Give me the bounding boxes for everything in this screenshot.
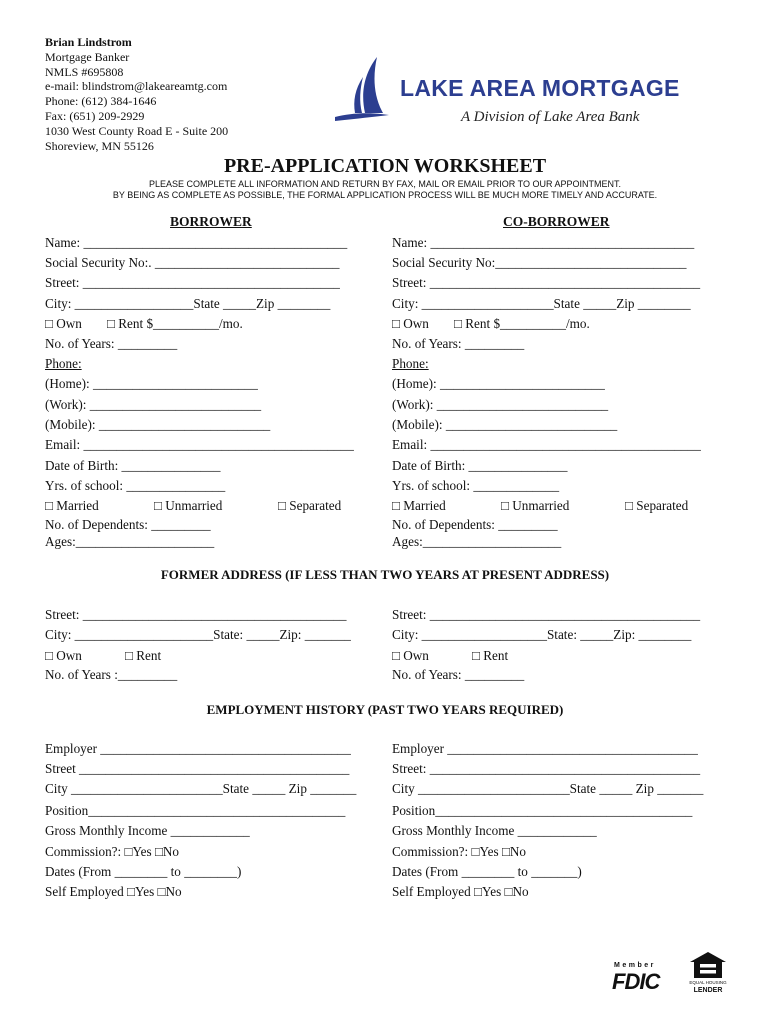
contact-nmls: NMLS #695808 bbox=[45, 64, 124, 79]
coborrower-home-phone-field[interactable]: (Home): _________________________ bbox=[392, 376, 605, 391]
employment-coborrower-employer-field[interactable]: Employer ______________________________________ bbox=[392, 741, 698, 756]
borrower-home-phone-field[interactable]: (Home): _________________________ bbox=[45, 376, 258, 391]
borrower-married-checkbox[interactable]: □ Married bbox=[45, 498, 99, 513]
employment-borrower-employer-field[interactable]: Employer ______________________________________ bbox=[45, 741, 351, 756]
instruction-line-1: PLEASE COMPLETE ALL INFORMATION AND RETURN BY FAX, MAIL OR EMAIL PRIOR TO OUR APPOINTMENT. bbox=[149, 179, 621, 189]
former-borrower-street-field[interactable]: Street: ________________________________________ bbox=[45, 607, 347, 622]
coborrower-rent-field[interactable]: □ Rent $__________/mo. bbox=[454, 316, 590, 331]
former-borrower-own-checkbox[interactable]: □ Own bbox=[45, 648, 82, 663]
contact-address-line2: Shoreview, MN 55126 bbox=[45, 138, 154, 153]
page-title: PRE-APPLICATION WORKSHEET bbox=[223, 155, 547, 177]
coborrower-email-field[interactable]: Email: _________________________________________ bbox=[392, 437, 701, 452]
contact-role: Mortgage Banker bbox=[45, 49, 130, 64]
borrower-phone-label: Phone: bbox=[45, 356, 82, 371]
equal-housing-lender-logo bbox=[686, 950, 730, 998]
coborrower-years-field[interactable]: No. of Years: _________ bbox=[392, 336, 525, 351]
coborrower-unmarried-checkbox[interactable]: □ Unmarried bbox=[501, 498, 570, 513]
employment-history-header: EMPLOYMENT HISTORY (PAST TWO YEARS REQUIRED) bbox=[206, 702, 564, 717]
borrower-school-field[interactable]: Yrs. of school: _______________ bbox=[45, 478, 226, 493]
equal-housing-lender-text: LENDER bbox=[693, 987, 723, 994]
sailboat-icon bbox=[333, 55, 393, 125]
coborrower-work-phone-field[interactable]: (Work): __________________________ bbox=[392, 397, 609, 412]
borrower-mobile-phone-field[interactable]: (Mobile): __________________________ bbox=[45, 417, 271, 432]
employment-borrower-dates-field[interactable]: Dates (From ________ to ________) bbox=[45, 864, 242, 879]
employment-coborrower-dates-field[interactable]: Dates (From ________ to _______) bbox=[392, 864, 582, 879]
contact-name: Brian Lindstrom bbox=[45, 35, 132, 49]
former-address-header: FORMER ADDRESS (IF LESS THAN TWO YEARS AT PRESENT ADDRESS) bbox=[160, 567, 610, 582]
former-borrower-rent-checkbox[interactable]: □ Rent bbox=[125, 648, 162, 663]
borrower-email-field[interactable]: Email: _________________________________________ bbox=[45, 437, 354, 452]
former-coborrower-own-checkbox[interactable]: □ Own bbox=[392, 648, 429, 663]
fdic-member-logo bbox=[612, 962, 672, 996]
equal-housing-small-text: EQUAL HOUSING bbox=[689, 980, 727, 985]
instruction-line-2: BY BEING AS COMPLETE AS POSSIBLE, THE FORMAL APPLICATION PROCESS WILL BE MUCH MORE TIMELY AND ACCURATE. bbox=[112, 190, 658, 200]
fdic-member-text: Member bbox=[614, 962, 656, 969]
borrower-ages-field[interactable]: Ages:_____________________ bbox=[45, 534, 215, 549]
borrower-unmarried-checkbox[interactable]: □ Unmarried bbox=[154, 498, 223, 513]
employment-coborrower-self-employed-field[interactable]: Self Employed □Yes □No bbox=[392, 884, 529, 899]
coborrower-ssn-field[interactable]: Social Security No:_____________________________ bbox=[392, 255, 687, 270]
coborrower-header: CO-BORROWER bbox=[503, 214, 610, 229]
coborrower-school-field[interactable]: Yrs. of school: _____________ bbox=[392, 478, 560, 493]
borrower-dob-field[interactable]: Date of Birth: _______________ bbox=[45, 458, 221, 473]
borrower-years-field[interactable]: No. of Years: _________ bbox=[45, 336, 178, 351]
employment-coborrower-position-field[interactable]: Position_______________________________________ bbox=[392, 803, 693, 818]
employment-borrower-street-field[interactable]: Street _________________________________________ bbox=[45, 761, 350, 776]
coborrower-city-field[interactable]: City: ____________________State _____Zip ________ bbox=[392, 296, 691, 311]
borrower-street-field[interactable]: Street: _______________________________________ bbox=[45, 275, 340, 290]
employment-borrower-position-field[interactable]: Position_______________________________________ bbox=[45, 803, 346, 818]
contact-fax: Fax: (651) 209-2929 bbox=[45, 108, 145, 123]
former-coborrower-city-field[interactable]: City: ___________________State: _____Zip: ________ bbox=[392, 627, 692, 642]
contact-email: e-mail: blindstrom@lakeareamtg.com bbox=[45, 79, 228, 94]
borrower-separated-checkbox[interactable]: □ Separated bbox=[278, 498, 342, 513]
employment-borrower-self-employed-field[interactable]: Self Employed □Yes □No bbox=[45, 884, 182, 899]
borrower-own-checkbox[interactable]: □ Own bbox=[45, 316, 82, 331]
coborrower-dependents-field[interactable]: No. of Dependents: _________ bbox=[392, 517, 558, 532]
former-borrower-years-field[interactable]: No. of Years :_________ bbox=[45, 667, 178, 682]
borrower-header: BORROWER bbox=[170, 214, 252, 229]
fdic-text: FDIC bbox=[612, 969, 660, 994]
employment-coborrower-income-field[interactable]: Gross Monthly Income ____________ bbox=[392, 823, 597, 838]
logo-tagline: A Division of Lake Area Bank bbox=[461, 109, 640, 125]
employment-coborrower-city-field[interactable]: City _______________________State _____ Zip _______ bbox=[392, 781, 704, 796]
employment-coborrower-commission-field[interactable]: Commission?: □Yes □No bbox=[392, 844, 527, 859]
lake-area-mortgage-logo bbox=[333, 55, 728, 135]
contact-block bbox=[45, 35, 228, 153]
employment-borrower-city-field[interactable]: City _______________________State _____ Zip _______ bbox=[45, 781, 357, 796]
employment-borrower-commission-field[interactable]: Commission?: □Yes □No bbox=[45, 844, 180, 859]
coborrower-street-field[interactable]: Street: _________________________________________ bbox=[392, 275, 701, 290]
coborrower-separated-checkbox[interactable]: □ Separated bbox=[625, 498, 689, 513]
former-borrower-city-field[interactable]: City: _____________________State: _____Zip: _______ bbox=[45, 627, 351, 642]
former-coborrower-street-field[interactable]: Street: _________________________________________ bbox=[392, 607, 701, 622]
borrower-work-phone-field[interactable]: (Work): __________________________ bbox=[45, 397, 262, 412]
coborrower-mobile-phone-field[interactable]: (Mobile): __________________________ bbox=[392, 417, 618, 432]
borrower-name-field[interactable]: Name: ________________________________________ bbox=[45, 235, 348, 250]
equal-housing-house-icon bbox=[686, 950, 730, 980]
coborrower-own-checkbox[interactable]: □ Own bbox=[392, 316, 429, 331]
former-coborrower-years-field[interactable]: No. of Years: _________ bbox=[392, 667, 525, 682]
borrower-ssn-field[interactable]: Social Security No:. ____________________________ bbox=[45, 255, 340, 270]
coborrower-dob-field[interactable]: Date of Birth: _______________ bbox=[392, 458, 568, 473]
former-coborrower-rent-checkbox[interactable]: □ Rent bbox=[472, 648, 509, 663]
contact-phone: Phone: (612) 384-1646 bbox=[45, 94, 157, 109]
coborrower-name-field[interactable]: Name: ________________________________________ bbox=[392, 235, 695, 250]
borrower-city-field[interactable]: City: __________________State _____Zip ________ bbox=[45, 296, 331, 311]
borrower-dependents-field[interactable]: No. of Dependents: _________ bbox=[45, 517, 211, 532]
coborrower-ages-field[interactable]: Ages:_____________________ bbox=[392, 534, 562, 549]
coborrower-married-checkbox[interactable]: □ Married bbox=[392, 498, 446, 513]
logo-brand-text: LAKE AREA MORTGAGE bbox=[400, 75, 680, 101]
contact-address-line1: 1030 West County Road E - Suite 200 bbox=[45, 123, 229, 138]
employment-borrower-income-field[interactable]: Gross Monthly Income ____________ bbox=[45, 823, 250, 838]
employment-coborrower-street-field[interactable]: Street: _________________________________________ bbox=[392, 761, 701, 776]
borrower-rent-field[interactable]: □ Rent $__________/mo. bbox=[107, 316, 243, 331]
coborrower-phone-label: Phone: bbox=[392, 356, 429, 371]
